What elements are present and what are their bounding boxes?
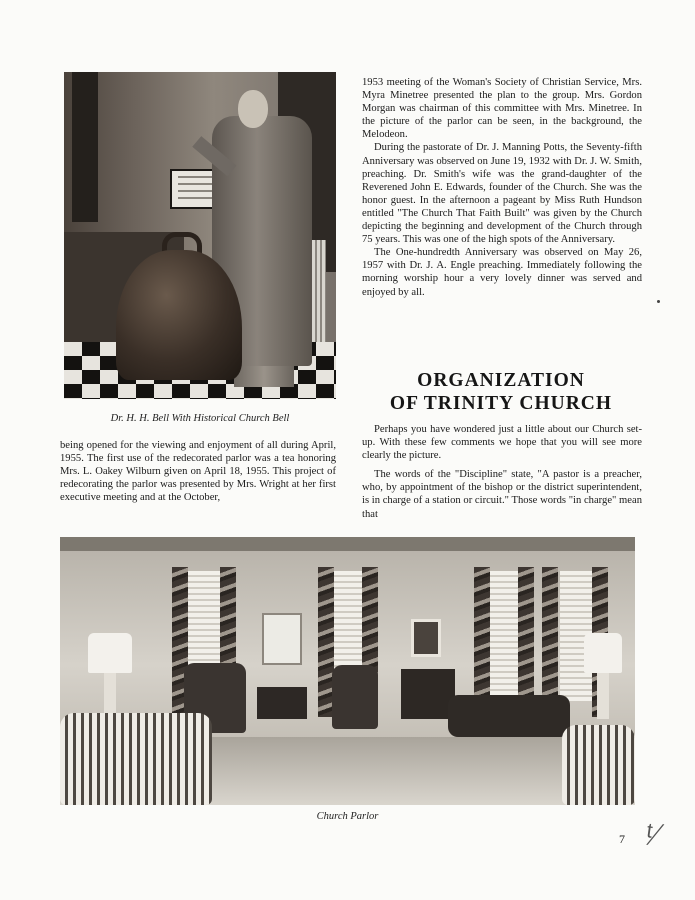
org-paragraph-2: The words of the "Discipline" state, "A pastor is a preacher, who, by appointment of the bishop or the district superintendent, is in charge of a station or circuit." Those words "in charge" mean that	[362, 469, 642, 520]
section-heading	[360, 369, 642, 415]
org-paragraph-1: Perhaps you have wondered just a little about our Church set-up. With these few comments we hope that you will see more clearly the picture.	[362, 424, 642, 462]
right-column-lower	[362, 423, 642, 521]
page-number: 7	[619, 832, 625, 846]
right-paragraph-1: 1953 meeting of the Woman's Society of Christian Service, Mrs. Myra Minetree presented the plan to the group. Mrs. Gordon Morgan was chairman of this committee with Mrs. Minetree. In the picture of the parlor can be seen, in the background, the Melodeon.	[362, 77, 642, 141]
handwritten-mark: ᵗ⁄	[643, 817, 660, 854]
heading-line-2: OF TRINITY CHURCH	[389, 393, 613, 414]
heading-line-1: ORGANIZATION	[417, 370, 585, 391]
left-column	[60, 439, 336, 504]
scan-speck	[657, 300, 660, 303]
parlor-photo	[60, 537, 635, 805]
bell-photo	[64, 72, 336, 399]
right-column-upper	[362, 76, 642, 299]
left-column-paragraph: being opened for the viewing and enjoyment of all during April, 1955. The first use of the redecorated parlor was a tea honoring Mrs. L. Oakey Wilburn given on April 18, 1955. This project of redecorating the parlor was presented by Mrs. Wright at her first executive meeting and at the October,	[60, 440, 336, 504]
right-paragraph-2: During the pastorate of Dr. J. Manning Potts, the Seventy-fifth Anniversary was observed on June 19, 1932 with Dr. J. W. Smith, preaching. Dr. Smith's wife was the grand-daughter of the Reverened John E. Edwards, founder of the Church. She was the honor guest. In the afternoon a pageant by Miss Ruth Hundson entitled "The Church That Faith Built" was given by the Church depicting the beginning and development of the Church through 75 years. This was one of the high spots of the Anniversary.	[362, 142, 642, 246]
parlor-photo-caption: Church Parlor	[316, 811, 379, 822]
right-paragraph-3: The One-hundredth Anniversary was observed on May 26, 1957 with Dr. J. A. Engle preaching. Immediately following the morning worship hour a very lovely dinner was served and enjoyed by all.	[362, 247, 642, 298]
church-bell	[116, 250, 242, 380]
melodeon	[401, 669, 455, 719]
bell-photo-caption: Dr. H. H. Bell With Historical Church Bell	[110, 413, 290, 424]
